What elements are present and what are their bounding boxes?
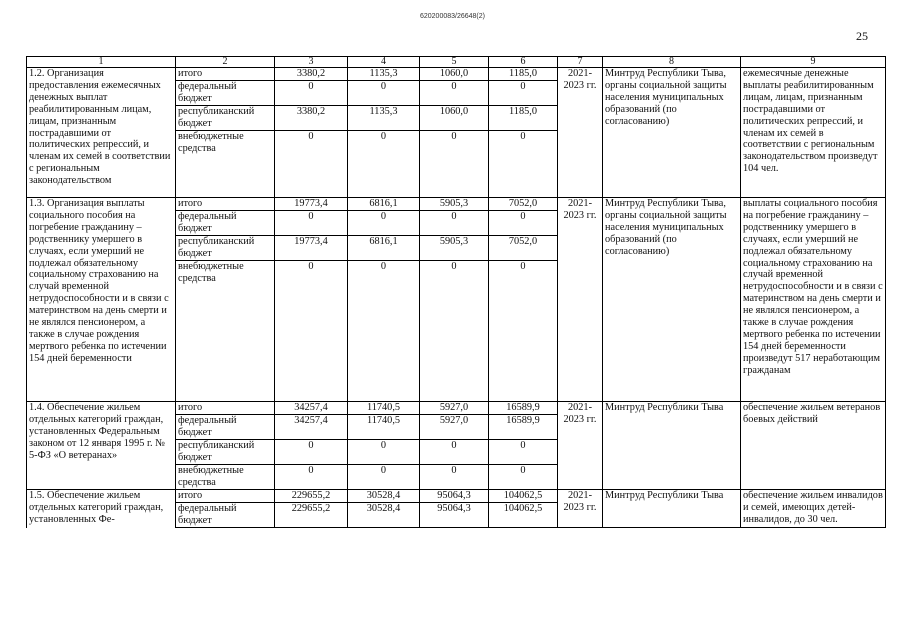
amount-total: 0 <box>275 465 348 490</box>
amount-year-3: 0 <box>489 261 558 402</box>
activity-title: 1.5. Обеспечение жильем отдельных категорий граждан, установленных Фе- <box>27 490 176 528</box>
column-number: 8 <box>603 57 741 68</box>
document-id: 620200083/26648(2) <box>419 13 485 20</box>
amount-year-1: 1135,3 <box>348 106 420 131</box>
funding-source: внебюджетные средства <box>176 131 275 198</box>
amount-year-3: 16589,9 <box>489 415 558 440</box>
expected-result: ежемесячные денежные выплаты реабилитированным лицам, лицам, признанным пострадавшими от политических репрессий, и членам их семей в соответствии с региональным законодательством произведут 104 чел. <box>741 68 886 198</box>
amount-year-2: 1060,0 <box>420 68 489 81</box>
amount-year-1: 0 <box>348 440 420 465</box>
program-table <box>26 56 886 528</box>
responsible: Минтруд Республики Тыва <box>603 402 741 490</box>
amount-year-3: 1185,0 <box>489 106 558 131</box>
amount-total: 34257,4 <box>275 402 348 415</box>
amount-total: 0 <box>275 81 348 106</box>
amount-year-2: 0 <box>420 131 489 198</box>
amount-year-2: 95064,3 <box>420 490 489 503</box>
amount-year-1: 30528,4 <box>348 503 420 528</box>
table-row <box>27 490 886 503</box>
column-number: 6 <box>489 57 558 68</box>
period: 2021-2023 гг. <box>558 198 603 402</box>
period: 2021-2023 гг. <box>558 68 603 198</box>
activity-title: 1.3. Организация выплаты социального пособия на погребение гражданину – родственнику умершего в случаях, если умерший не подлежал обязательному социальному страхованию на случай временной нетрудоспособности и в связи с материнством на день смерти и не являлся пенсионером, а также в случае рождения мертвого ребенка по истечении 154 дней беременности <box>27 198 176 402</box>
amount-year-3: 0 <box>489 81 558 106</box>
amount-year-3: 104062,5 <box>489 503 558 528</box>
column-number: 7 <box>558 57 603 68</box>
funding-source: федеральный бюджет <box>176 81 275 106</box>
responsible: Минтруд Республики Тыва, органы социальной защиты населения муниципальных образований (по согласованию) <box>603 68 741 198</box>
table-row <box>27 68 886 81</box>
amount-year-3: 104062,5 <box>489 490 558 503</box>
table-row <box>27 402 886 415</box>
amount-year-1: 6816,1 <box>348 198 420 211</box>
amount-year-2: 5905,3 <box>420 236 489 261</box>
amount-year-2: 0 <box>420 261 489 402</box>
amount-year-3: 7052,0 <box>489 236 558 261</box>
column-number: 4 <box>348 57 420 68</box>
amount-year-2: 0 <box>420 440 489 465</box>
amount-total: 0 <box>275 261 348 402</box>
amount-year-2: 0 <box>420 211 489 236</box>
amount-year-1: 0 <box>348 81 420 106</box>
amount-year-1: 0 <box>348 131 420 198</box>
amount-year-1: 0 <box>348 261 420 402</box>
amount-year-1: 0 <box>348 465 420 490</box>
table-row <box>27 198 886 211</box>
responsible: Минтруд Республики Тыва <box>603 490 741 528</box>
amount-year-1: 0 <box>348 211 420 236</box>
funding-source: федеральный бюджет <box>176 503 275 528</box>
amount-year-1: 11740,5 <box>348 415 420 440</box>
amount-year-1: 6816,1 <box>348 236 420 261</box>
funding-source: федеральный бюджет <box>176 211 275 236</box>
activity-title: 1.2. Организация предоставления ежемесячных денежных выплат реабилитированным лицам, лицам, признанным пострадавшими от политических репрессий, и членам их семей в соответствии с региональным законодательством <box>27 68 176 198</box>
amount-year-3: 0 <box>489 440 558 465</box>
funding-source: итого <box>176 490 275 503</box>
amount-total: 19773,4 <box>275 198 348 211</box>
expected-result: обеспечение жильем инвалидов и семей, имеющих детей-инвалидов, до 30 чел. <box>741 490 886 528</box>
amount-total: 19773,4 <box>275 236 348 261</box>
responsible: Минтруд Республики Тыва, органы социальной защиты населения муниципальных образований (по согласованию) <box>603 198 741 402</box>
page-number: 25 <box>856 29 868 43</box>
amount-year-3: 1185,0 <box>489 68 558 81</box>
amount-year-3: 16589,9 <box>489 402 558 415</box>
amount-year-3: 0 <box>489 211 558 236</box>
funding-source: республиканский бюджет <box>176 106 275 131</box>
amount-year-2: 0 <box>420 81 489 106</box>
amount-year-1: 1135,3 <box>348 68 420 81</box>
amount-year-1: 30528,4 <box>348 490 420 503</box>
column-number-row <box>27 57 886 68</box>
expected-result: обеспечение жильем ветеранов боевых действий <box>741 402 886 490</box>
funding-source: итого <box>176 198 275 211</box>
funding-source: итого <box>176 68 275 81</box>
amount-total: 229655,2 <box>275 490 348 503</box>
amount-year-3: 0 <box>489 131 558 198</box>
amount-year-2: 5927,0 <box>420 402 489 415</box>
amount-total: 3380,2 <box>275 106 348 131</box>
amount-year-3: 7052,0 <box>489 198 558 211</box>
amount-total: 34257,4 <box>275 415 348 440</box>
column-number: 5 <box>420 57 489 68</box>
funding-source: внебюджетные средства <box>176 261 275 402</box>
funding-source: республиканский бюджет <box>176 440 275 465</box>
expected-result: выплаты социального пособия на погребение гражданину – родственнику умершего в случаях, если умерший не подлежал обязательному социальному страхованию на случай временной нетрудоспособности и в связи с материнством на день смерти и не являлся пенсионером, а также в случае рождения мертвого ребенка по истечении 154 дней беременности произведут 517 неработающим гражданам <box>741 198 886 402</box>
amount-total: 0 <box>275 440 348 465</box>
period: 2021-2023 гг. <box>558 490 603 528</box>
funding-source: республиканский бюджет <box>176 236 275 261</box>
column-number: 1 <box>27 57 176 68</box>
amount-total: 0 <box>275 131 348 198</box>
column-number: 9 <box>741 57 886 68</box>
amount-year-2: 0 <box>420 465 489 490</box>
amount-total: 229655,2 <box>275 503 348 528</box>
amount-total: 3380,2 <box>275 68 348 81</box>
column-number: 3 <box>275 57 348 68</box>
amount-year-3: 0 <box>489 465 558 490</box>
funding-source: федеральный бюджет <box>176 415 275 440</box>
amount-year-2: 95064,3 <box>420 503 489 528</box>
amount-year-2: 5905,3 <box>420 198 489 211</box>
amount-year-1: 11740,5 <box>348 402 420 415</box>
column-number: 2 <box>176 57 275 68</box>
amount-year-2: 1060,0 <box>420 106 489 131</box>
amount-total: 0 <box>275 211 348 236</box>
funding-source: итого <box>176 402 275 415</box>
period: 2021-2023 гг. <box>558 402 603 490</box>
funding-source: внебюджетные средства <box>176 465 275 490</box>
amount-year-2: 5927,0 <box>420 415 489 440</box>
activity-title: 1.4. Обеспечение жильем отдельных категорий граждан, установленных Федеральным законом от 12 января 1995 г. № 5-ФЗ «О ветеранах» <box>27 402 176 490</box>
